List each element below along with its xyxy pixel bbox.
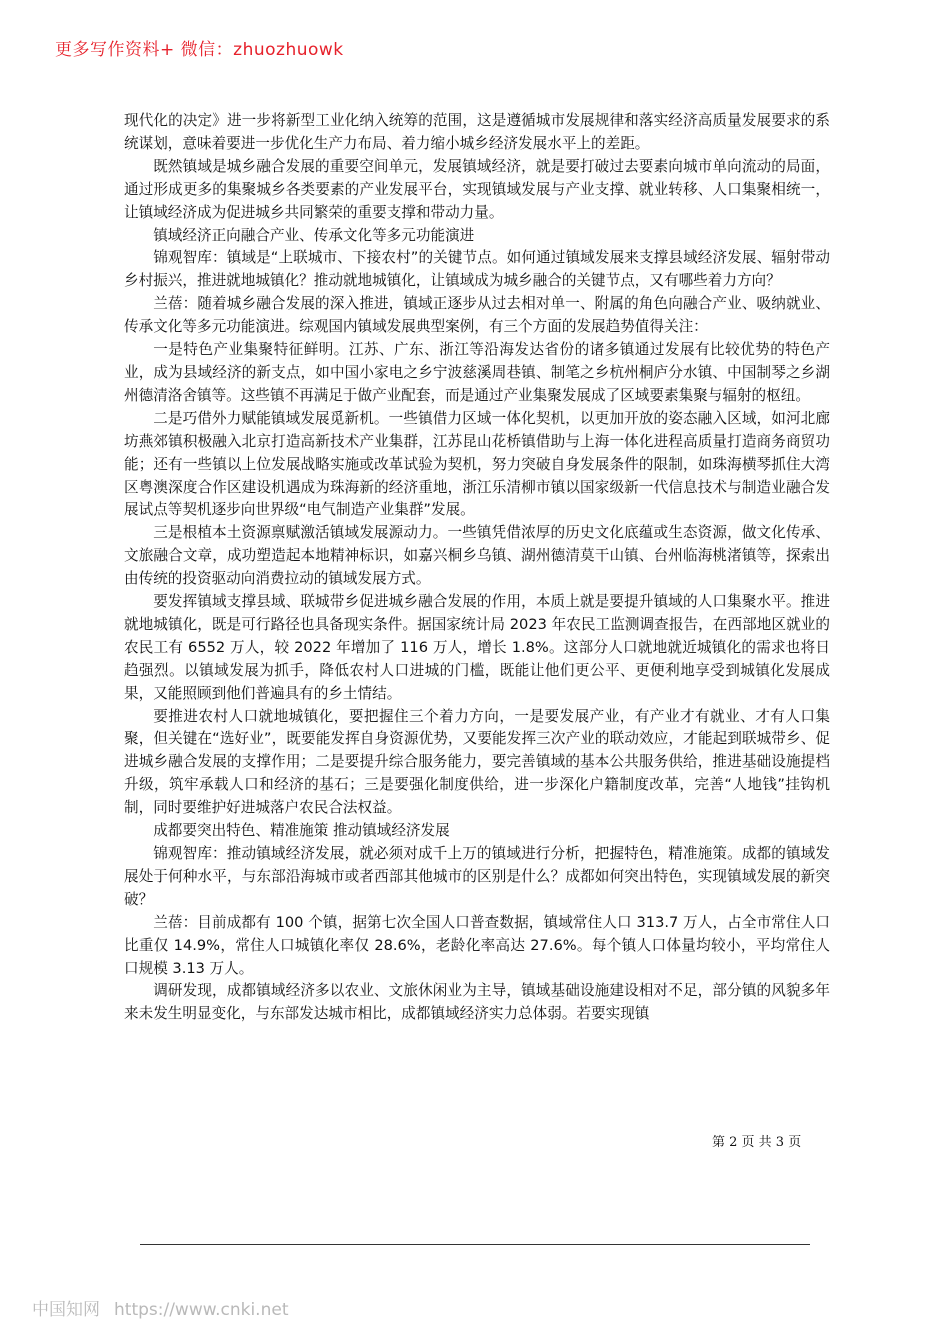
paragraph: 一是特色产业集聚特征鲜明。江苏、广东、浙江等沿海发达省份的诸多镇通过发展有比较优势的特色产业，成为县域经济的新支点，如中国小家电之乡宁波慈溪周巷镇、制笔之乡杭州桐庐分水镇、中国制琴之乡湖州德清洛舍镇等。这些镇不再满足于做产业配套，而是通过产业集聚发展成了区域要素集聚与辐射的枢纽。 [124,341,830,404]
section-heading: 成都要突出特色、精准施策 推动镇域经济发展 [153,822,450,840]
paragraph: 要推进农村人口就地城镇化，要把握住三个着力方向，一是要发展产业，有产业才有就业、才有人口集聚，但关键在“选好业”，既要能发挥自身资源优势，又要能发挥三次产业的联动效应，才能起到联城带乡、促进城乡融合发展的支撑作用；二是要提升综合服务能力，要完善镇域的基本公共服务供给，推进基础设施提档升级，筑牢承载人口和经济的基石；三是要强化制度供给，进一步深化户籍制度改革，完善“人地钱”挂钩机制，同时要维护好进城落户农民合法权益。 [124,707,830,817]
paragraph: 锦观智库：镇域是“上联城市、下接农村”的关键节点。如何通过镇域发展来支撑县域经济发展、辐射带动乡村振兴，推进就地城镇化？推动就地城镇化，让镇域成为城乡融合的关键节点，又有哪些着力方向？ [124,249,830,290]
section-heading: 镇域经济正向融合产业、传承文化等多元功能演进 [153,226,475,244]
paragraph: 要发挥镇域支撑县域、联城带乡促进城乡融合发展的作用，本质上就是要提升镇域的人口集聚水平。推进就地城镇化，既是可行路径也具备现实条件。据国家统计局 2023 年农民工监测调查报告，在西部地区就业的农民工有 6552 万人，较 2022 年增加了 116 万人，增长 1.8%。这部分人口就地就近城镇化的需求也将日趋强烈。以镇域发展为抓手，降低农村人口进城的门槛，既能让他们更公平、更便利地享受到城镇化发展成果，又能照顾到他们普遍具有的乡土情结。 [124,593,830,702]
promo-header: 更多写作资料+ 微信：zhuozhuowk [55,40,344,60]
paragraph: 调研发现，成都镇域经济多以农业、文旅休闲业为主导，镇域基础设施建设相对不足，部分镇的风貌多年来未发生明显变化，与东部发达城市相比，成都镇域经济实力总体弱。若要实现镇 [124,982,830,1023]
cnki-url: https://www.cnki.net [114,1300,289,1320]
paragraph: 现代化的决定》进一步将新型工业化纳入统筹的范围，这是遵循城市发展规律和落实经济高质量发展要求的系统谋划，意味着要进一步优化生产力布局、着力缩小城乡经济发展水平上的差距。 [124,112,830,152]
paragraph: 兰蓓：目前成都有 100 个镇，据第七次全国人口普查数据，镇域常住人口 313.7 万人，占全市常住人口比重仅 14.9%，常住人口城镇化率仅 28.6%，老龄化率高达 27.6%。每个镇人口体量均较小，平均常住人口规模 3.13 万人。 [124,913,830,977]
article-body [124,110,830,1026]
paragraph: 既然镇域是城乡融合发展的重要空间单元，发展镇域经济，就是要打破过去要素向城市单向流动的局面，通过形成更多的集聚城乡各类要素的产业发展平台，实现镇域发展与产业支撑、就业转移、人口集聚相统一，让镇域经济成为促进城乡共同繁荣的重要支撑和带动力量。 [124,157,830,221]
paragraph: 锦观智库：推动镇域经济发展，就必须对成千上万的镇域进行分析，把握特色，精准施策。成都的镇域发展处于何种水平，与东部沿海城市或者西部其他城市的区别是什么？成都如何突出特色，实现镇域发展的新突破？ [124,845,830,908]
paragraph: 二是巧借外力赋能镇域发展觅新机。一些镇借力区域一体化契机，以更加开放的姿态融入区域，如河北廊坊燕郊镇积极融入北京打造高新技术产业集群，江苏昆山花桥镇借助与上海一体化进程高质量打造商务商贸功能；还有一些镇以上位发展战略实施或改革试验为契机，努力突破自身发展条件的限制，如珠海横琴抓住大湾区粤澳深度合作区建设机遇成为珠海新的经济重地，浙江乐清柳市镇以国家级新一代信息技术与制造业融合发展试点等契机逐步向世界级“电气制造产业集群”发展。 [124,409,830,519]
page-number: 第 2 页 共 3 页 [712,1135,802,1150]
paragraph: 三是根植本土资源禀赋激活镇域发展源动力。一些镇凭借浓厚的历史文化底蕴或生态资源，做文化传承、文旅融合文章，成功塑造起本地精神标识，如嘉兴桐乡乌镇、湖州德清莫干山镇、台州临海桃渚镇等，探索出由传统的投资驱动向消费拉动的镇域发展方式。 [124,524,830,588]
paragraph: 兰蓓：随着城乡融合发展的深入推进，镇域正逐步从过去相对单一、附属的角色向融合产业、吸纳就业、传承文化等多元功能演进。综观国内镇域发展典型案例，有三个方面的发展趋势值得关注： [124,295,830,336]
cnki-logo-text: 中国知网 [32,1300,100,1320]
footer-watermark [32,1295,288,1320]
footer-divider [140,1244,810,1245]
